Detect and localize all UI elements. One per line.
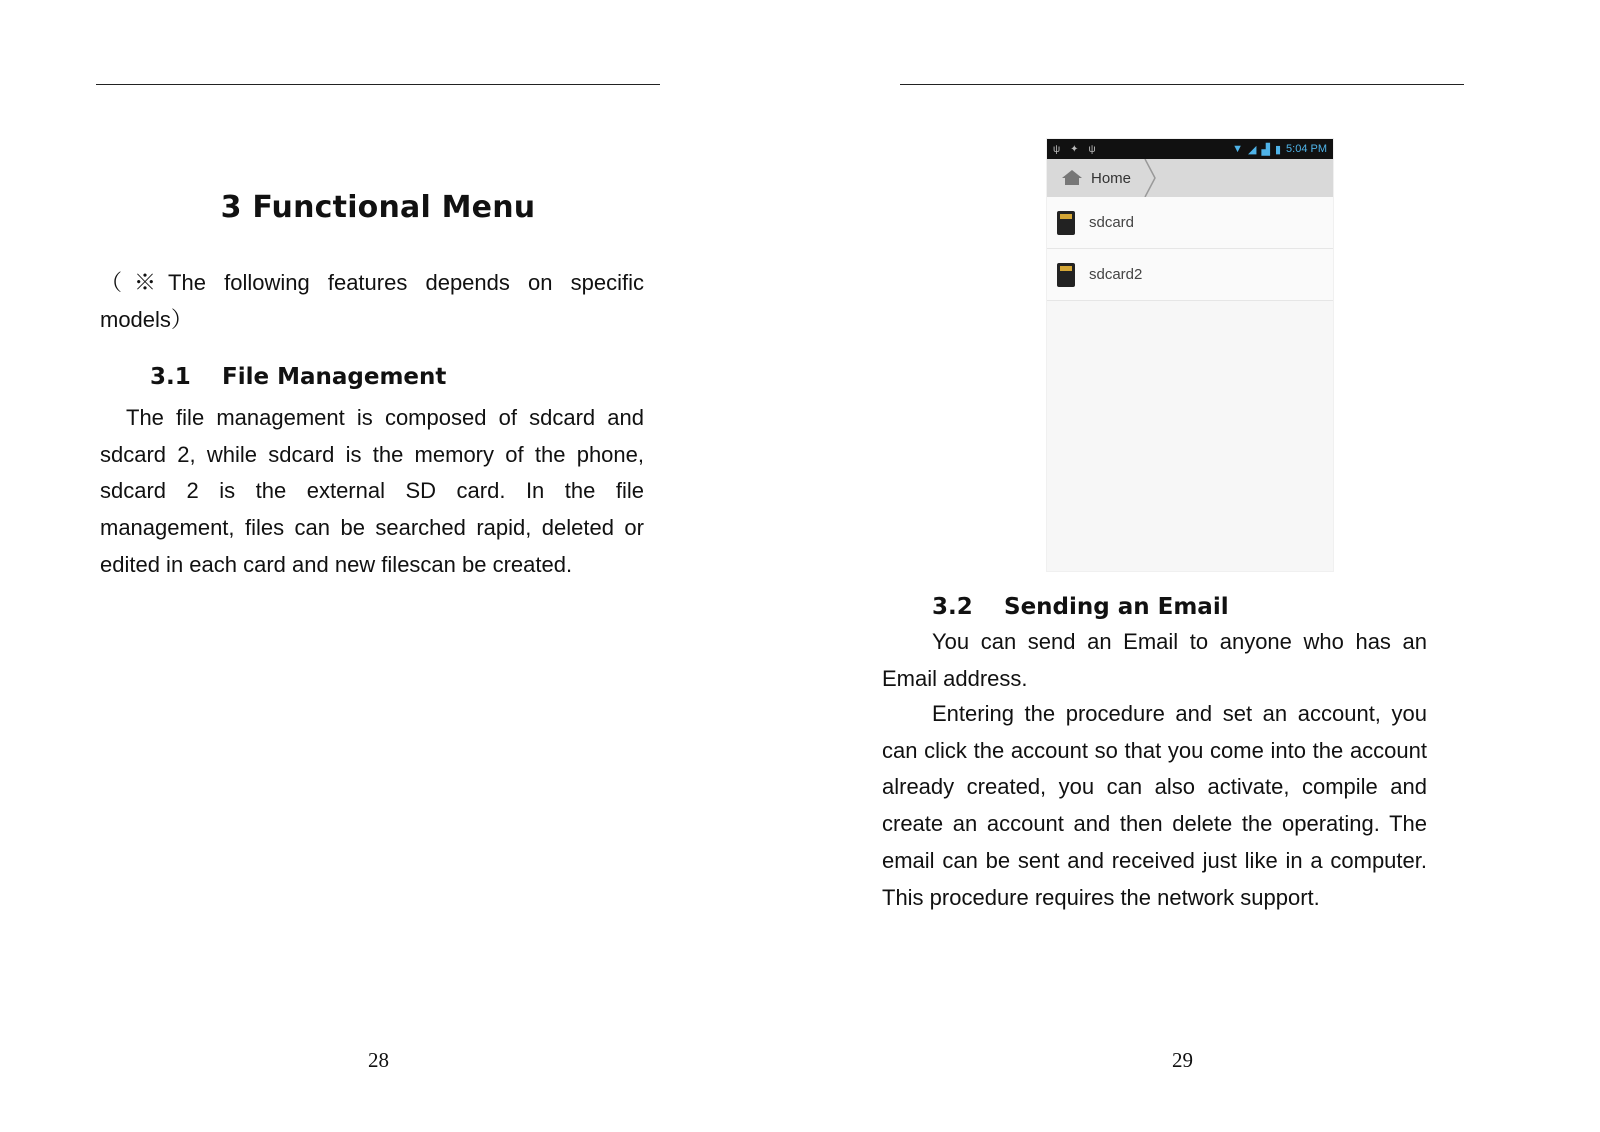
path-bar [1047, 159, 1333, 197]
home-icon [1061, 170, 1083, 186]
system-icons [1232, 143, 1327, 156]
right-page [800, 0, 1600, 1132]
list-item [1047, 197, 1333, 249]
header-rule [96, 84, 660, 85]
notification-icons [1053, 144, 1096, 155]
signal-icon: ▟ [1261, 143, 1270, 156]
list-item-label: sdcard2 [1089, 266, 1143, 283]
status-time: 5:04 PM [1286, 143, 1327, 155]
section-title: File Management [222, 364, 447, 390]
list-item-label: sdcard [1089, 214, 1135, 231]
usb-icon: ψ [1053, 143, 1061, 155]
section-heading-3-2 [932, 594, 1229, 620]
list-item [1047, 249, 1333, 301]
models-note: （※The following features depends on specific models） [100, 270, 644, 332]
status-bar [1047, 139, 1333, 159]
signal-icon: ◢ [1248, 143, 1257, 156]
email-paragraph-2: Entering the procedure and set an account, you can click the account so that you come into the account already created, you can also activate, compile and create an account and then delete the operating. The email can be sent and received just like in a computer. This procedure requires the network support. [882, 701, 1427, 910]
battery-icon: ▮ [1274, 143, 1282, 156]
sd-card-icon [1057, 211, 1075, 235]
chapter-title: 3 Functional Menu [220, 190, 536, 225]
settings-icon: ✦ [1070, 143, 1079, 155]
usb-icon: ψ [1088, 143, 1096, 155]
email-paragraph-1: You can send an Email to anyone who has an Email address. [882, 629, 1427, 691]
file-manager-screenshot [1046, 138, 1334, 572]
header-rule [900, 84, 1464, 85]
section-heading-3-1 [150, 364, 446, 390]
file-management-paragraph: The file management is composed of sdcard and sdcard 2, while sdcard is the memory of the phone, sdcard 2 is the external SD card. In the file management, files can be searched rapid, deleted or edited in each card and new filescan be created. [100, 405, 644, 577]
path-home-label: Home [1091, 169, 1132, 187]
wifi-icon: ▼ [1232, 143, 1244, 155]
page-number: 28 [368, 1048, 389, 1072]
sd-card-icon [1057, 263, 1075, 287]
section-number: 3.2 [932, 594, 973, 620]
section-title: Sending an Email [1004, 594, 1229, 620]
page-number: 29 [1172, 1048, 1193, 1072]
section-number: 3.1 [150, 364, 191, 390]
chevron-right-icon [1143, 159, 1159, 197]
